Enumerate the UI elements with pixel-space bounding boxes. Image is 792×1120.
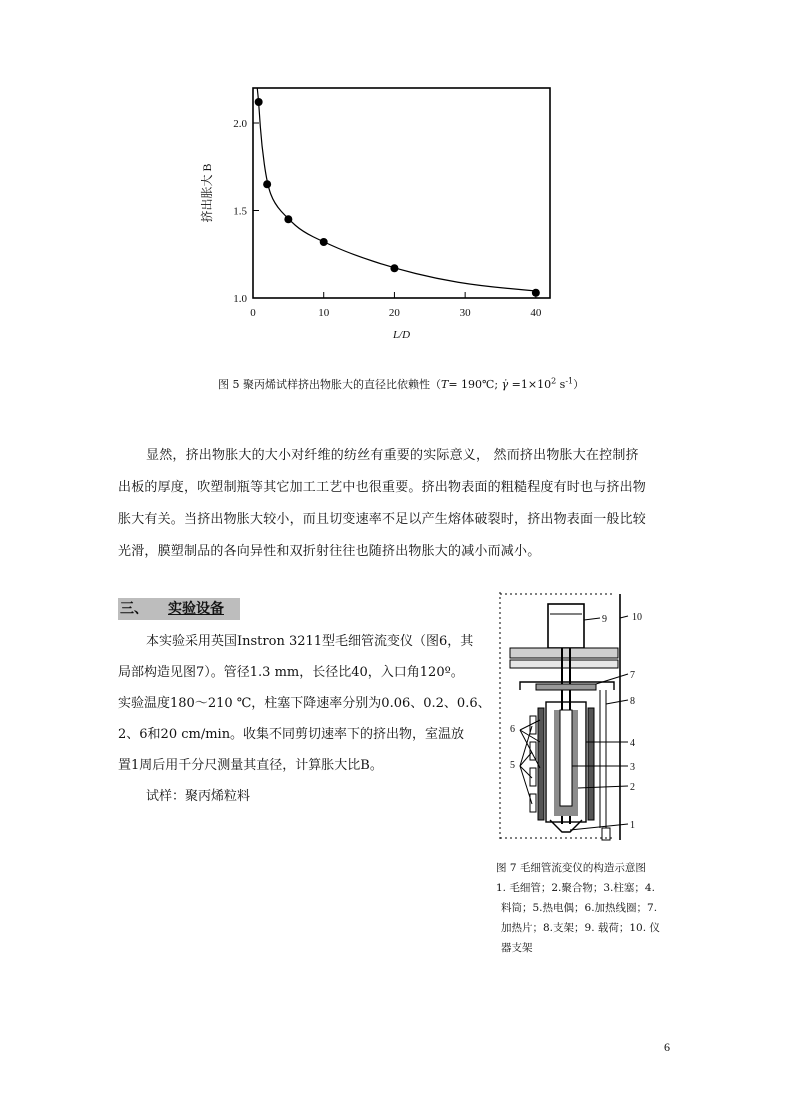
leader-9 [584, 618, 600, 620]
y-tick-label: 2.0 [233, 118, 247, 130]
caption-exponent: 2 [551, 376, 557, 386]
figure-7-legend-line: 1. 毛细管；2.聚合物；3.柱塞；4. [496, 882, 655, 894]
caption-prefix: 图 5 聚丙烯试样挤出物胀大的直径比依赖性（ [218, 378, 441, 391]
figure-7-title: 图 7 毛细管流变仪的构造示意图 [496, 862, 646, 874]
data-point [263, 180, 271, 188]
caption-unit-exponent: -1 [565, 376, 574, 386]
data-point [532, 289, 540, 297]
section-number: 三、 [120, 601, 148, 617]
caption-temperature: = 190℃; [448, 378, 502, 391]
label-4: 4 [630, 738, 635, 749]
paragraph-line: 出板的厚度，吹塑制瓶等其它加工工艺中也很重要。挤出物表面的粗糙程度有时也与挤出物 [118, 480, 647, 495]
caption-unit: s [556, 378, 566, 391]
figure-5-caption [218, 376, 584, 392]
y-axis-label: 挤出胀大 B [200, 163, 214, 223]
sample-line: 试样：聚丙烯粒料 [146, 789, 251, 804]
section-line: 局部构造见图7）。管径1.3 mm，长径比40，入口角120º。 [118, 665, 464, 680]
data-point [284, 215, 292, 223]
paragraph-line: 显然，挤出物胀大的大小对纤维的纺丝有重要的实际意义， 然而挤出物胀大在控制挤 [146, 448, 639, 463]
heating-plate [536, 684, 596, 690]
caption-temperature-symbol: T [441, 378, 449, 391]
figure-7-legend-line: 料筒；5.热电偶；6.加热线圈；7. [501, 902, 658, 914]
label-9: 9 [602, 614, 607, 625]
section-body [118, 626, 491, 812]
plunger [560, 710, 572, 806]
y-tick-label: 1.5 [233, 205, 247, 218]
label-8: 8 [630, 696, 635, 707]
x-tick-label: 0 [250, 307, 256, 319]
leader-8 [606, 700, 628, 704]
crosshead-beam [510, 648, 618, 658]
caption-shear-rate-symbol: γ̇ [501, 378, 509, 391]
x-tick-label: 20 [388, 307, 400, 319]
section-heading [118, 598, 240, 620]
plot-frame [253, 88, 550, 298]
crosshead-beam-lower [510, 660, 618, 668]
load-weight [548, 604, 584, 648]
x-axis-label: L/D [392, 329, 411, 341]
data-point [255, 98, 263, 106]
figure-7-legend-line: 器支架 [501, 942, 533, 954]
section-title: 实验设备 [168, 601, 224, 617]
paragraph-line: 胀大有关。当挤出物胀大较小，而且切变速率不足以产生熔体破裂时，挤出物表面一般比较 [118, 512, 647, 527]
leader-10 [620, 616, 628, 618]
fit-curve [257, 88, 536, 291]
page-number: 6 [664, 1040, 670, 1054]
x-tick-label: 30 [459, 307, 471, 319]
caption-rate: =1×10 [508, 378, 552, 391]
figure-7-legend-line: 加热片；8.支架；9. 载荷；10. 仪 [501, 922, 660, 934]
heating-coil-left [538, 708, 544, 820]
section-line: 本实验采用英国Instron 3211型毛细管流变仪（图6，其 [146, 634, 474, 649]
label-10: 10 [632, 612, 642, 623]
section-line: 置1周后用千分尺测量其直径，计算胀大比B。 [118, 758, 383, 773]
label-6: 6 [510, 724, 515, 735]
label-2: 2 [630, 782, 635, 793]
caption-end: ） [573, 378, 585, 391]
body-paragraph [118, 440, 676, 568]
label-7: 7 [630, 670, 635, 681]
label-1: 1 [630, 820, 635, 831]
section-line: 实验温度180～210 ℃，柱塞下降速率分别为0.06、0.2、0.6、 [118, 696, 491, 711]
paragraph-line: 光滑，膜塑制品的各向异性和双折射往往也随挤出物胀大的减小而减小。 [118, 544, 541, 559]
label-3: 3 [630, 762, 635, 773]
heating-coil-right [588, 708, 594, 820]
figure-5-chart [190, 80, 570, 360]
figure-7-caption [496, 858, 686, 958]
thermocouple [530, 794, 536, 812]
y-tick-label: 1.0 [233, 293, 247, 305]
section-line: 2、6和20 cm/min。收集不同剪切速率下的挤出物，室温放 [118, 727, 465, 742]
x-tick-label: 40 [530, 307, 542, 319]
label-5: 5 [510, 760, 515, 771]
x-tick-label: 10 [318, 307, 330, 319]
figure-7-apparatus-diagram [496, 592, 686, 842]
data-point [320, 238, 328, 246]
data-point [390, 264, 398, 272]
